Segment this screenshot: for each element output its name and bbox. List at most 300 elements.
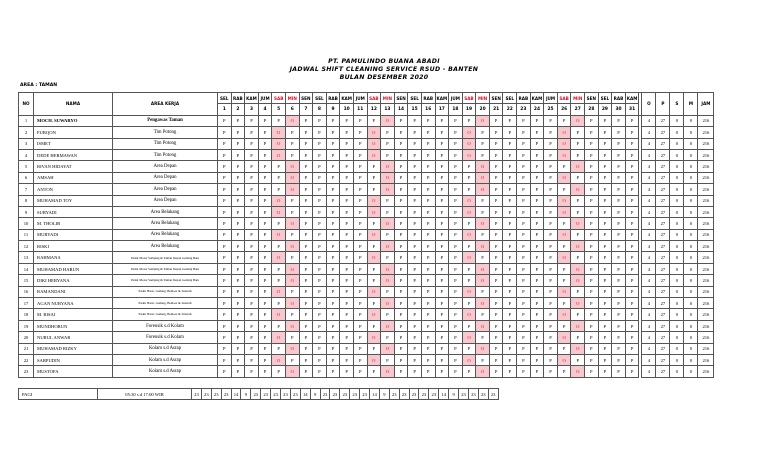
shift-cell-work: P [218,366,232,377]
shift-cell-work: P [245,138,259,149]
shift-cell-work: P [394,149,408,160]
shift-cell-work: P [612,229,626,240]
shift-cell-work: P [408,241,422,252]
shift-cell-work: P [612,309,626,320]
row-number: 2 [19,127,34,138]
shift-cell-work: P [218,127,232,138]
shift-cell-work: P [421,332,435,343]
summary-s: 0 [670,172,684,183]
shift-cell-work: P [258,332,272,343]
summary-p: 27 [656,286,670,297]
employee-name: RIVAN HIDAYAT [34,161,113,172]
shift-cell-work: P [517,263,531,274]
shift-cell-work: P [489,286,503,297]
shift-cell-work: P [421,366,435,377]
shift-cell-work: P [517,218,531,229]
shift-cell-work: P [530,286,544,297]
shift-cell-work: P [557,320,571,331]
shift-cell-work: P [517,320,531,331]
summary-p: 27 [656,275,670,286]
shift-cell-work: P [326,149,340,160]
day-of-week-header: SEN [489,93,503,104]
shift-cell-work: P [435,320,449,331]
shift-cell-work: P [585,332,599,343]
summary-o: 4 [642,127,656,138]
shift-cell-work: P [612,161,626,172]
shift-cell-work: P [299,354,313,365]
shift-cell-work: P [598,218,612,229]
shift-cell-work: P [462,366,476,377]
pagi-count: 23 [419,389,429,400]
table-row [19,206,714,217]
summary-o: 4 [642,332,656,343]
summary-s: 0 [670,218,684,229]
shift-cell-work: P [381,252,395,263]
pagi-count: 23 [192,389,202,400]
summary-p: 27 [656,343,670,354]
shift-cell-work: P [421,263,435,274]
shift-cell-work: P [421,354,435,365]
shift-cell-work: P [612,366,626,377]
summary-p: 27 [656,241,670,252]
shift-cell-work: P [299,229,313,240]
shift-cell-off: O [462,252,476,263]
employee-name: M. RISAI [34,309,113,320]
shift-cell-work: P [340,252,354,263]
shift-cell-work: P [258,309,272,320]
shift-cell-work: P [285,286,299,297]
shift-cell-work: P [231,138,245,149]
pagi-count: 23 [389,389,399,400]
shift-cell-work: P [340,286,354,297]
shift-cell-work: P [489,172,503,183]
shift-cell-work: P [625,206,639,217]
shift-cell-work: P [435,286,449,297]
shift-cell-work: P [530,172,544,183]
shift-cell-work: P [612,218,626,229]
shift-cell-work: P [612,343,626,354]
shift-cell-work: P [408,184,422,195]
shift-cell-work: P [381,229,395,240]
shift-cell-work: P [517,275,531,286]
shift-cell-work: P [625,241,639,252]
shift-cell-work: P [258,343,272,354]
shift-cell-work: P [612,286,626,297]
shift-cell-work: P [353,127,367,138]
table-row [19,275,714,286]
shift-cell-work: P [353,298,367,309]
col-header-nama: NAMA [34,93,113,116]
shift-cell-work: P [517,172,531,183]
shift-cell-work: P [489,229,503,240]
shift-cell-work: P [272,218,286,229]
shift-cell-work: P [598,127,612,138]
shift-cell-work: P [517,149,531,160]
summary-o: 4 [642,320,656,331]
pagi-count: 14 [231,389,241,400]
shift-cell-work: P [544,161,558,172]
shift-cell-work: P [530,354,544,365]
shift-cell-work: P [285,332,299,343]
summary-p: 27 [656,127,670,138]
shift-cell-work: P [585,343,599,354]
shift-cell-work: P [394,343,408,354]
shift-cell-off: O [381,366,395,377]
shift-cell-work: P [625,195,639,206]
shift-cell-work: P [285,138,299,149]
shift-cell-work: P [394,138,408,149]
table-row [19,241,714,252]
shift-cell-work: P [313,138,327,149]
shift-cell-work: P [218,184,232,195]
shift-cell-work: P [489,206,503,217]
shift-cell-off: O [571,366,585,377]
shift-cell-work: P [598,343,612,354]
shift-cell-work: P [557,275,571,286]
summary-jam: 216 [698,298,714,309]
date-header: 10 [340,104,354,115]
shift-cell-work: P [394,127,408,138]
shift-cell-work: P [449,263,463,274]
shift-cell-off: O [557,354,571,365]
shift-cell-work: P [231,366,245,377]
shift-cell-work: P [245,218,259,229]
shift-cell-work: P [517,229,531,240]
shift-cell-work: P [462,275,476,286]
shift-cell-work: P [421,343,435,354]
shift-cell-work: P [245,252,259,263]
shift-cell-off: O [381,172,395,183]
shift-cell-work: P [489,138,503,149]
shift-cell-work: P [598,195,612,206]
shift-cell-off: O [571,115,585,126]
day-of-week-header: KAM [530,93,544,104]
shift-cell-work: P [489,161,503,172]
shift-cell-work: P [272,298,286,309]
work-area: Parkir Barat, Gudang, Bemaor & Jenazah [113,309,218,320]
shift-cell-work: P [326,275,340,286]
shift-cell-work: P [449,366,463,377]
shift-cell-off: O [462,229,476,240]
shift-cell-work: P [544,184,558,195]
shift-cell-work: P [313,161,327,172]
pagi-count: 23 [468,389,478,400]
summary-o: 4 [642,298,656,309]
shift-cell-off: O [557,286,571,297]
shift-cell-work: P [489,184,503,195]
day-of-week-header: MIN [571,93,585,104]
shift-cell-work: P [517,354,531,365]
shift-cell-work: P [571,309,585,320]
shift-cell-work: P [598,309,612,320]
shift-cell-work: P [299,275,313,286]
shift-cell-work: P [585,172,599,183]
shift-cell-work: P [408,115,422,126]
date-header: 7 [299,104,313,115]
summary-p: 27 [656,332,670,343]
table-row [19,366,714,377]
summary-jam: 216 [698,275,714,286]
shift-cell-work: P [435,172,449,183]
summary-s: 0 [670,354,684,365]
shift-cell-work: P [544,320,558,331]
shift-cell-off: O [272,206,286,217]
summary-s: 0 [670,286,684,297]
shift-cell-work: P [353,263,367,274]
shift-cell-work: P [449,127,463,138]
shift-cell-work: P [218,275,232,286]
shift-cell-work: P [381,138,395,149]
shift-cell-work: P [340,172,354,183]
table-row [19,195,714,206]
shift-cell-work: P [585,263,599,274]
shift-cell-work: P [299,343,313,354]
shift-cell-work: P [612,138,626,149]
row-number: 4 [19,149,34,160]
summary-o: 4 [642,172,656,183]
shift-cell-work: P [408,343,422,354]
shift-cell-work: P [612,320,626,331]
row-number: 23 [19,366,34,377]
shift-cell-work: P [408,149,422,160]
shift-cell-off: O [571,161,585,172]
shift-cell-work: P [598,332,612,343]
summary-m: 0 [684,115,698,126]
shift-cell-off: O [571,241,585,252]
shift-cell-work: P [625,138,639,149]
shift-cell-work: P [449,115,463,126]
shift-cell-off: O [285,343,299,354]
table-row [19,218,714,229]
summary-p: 27 [656,229,670,240]
shift-cell-work: P [313,229,327,240]
shift-cell-work: P [313,366,327,377]
shift-cell-work: P [394,332,408,343]
employee-name: MUHAMAD RIZKY [34,343,113,354]
shift-cell-off: O [557,332,571,343]
shift-cell-work: P [353,320,367,331]
shift-cell-work: P [408,138,422,149]
shift-cell-work: P [340,229,354,240]
pagi-count: 23 [251,389,261,400]
shift-cell-work: P [476,229,490,240]
shift-cell-work: P [435,229,449,240]
shift-cell-work: P [367,218,381,229]
shift-cell-work: P [503,343,517,354]
shift-cell-work: P [258,161,272,172]
shift-cell-work: P [408,127,422,138]
day-of-week-header: MIN [285,93,299,104]
shift-cell-work: P [625,332,639,343]
shift-cell-work: P [245,206,259,217]
shift-cell-work: P [258,366,272,377]
shift-cell-work: P [421,252,435,263]
shift-cell-work: P [408,275,422,286]
summary-m: 0 [684,241,698,252]
employee-name: NURUL ANWAR [34,332,113,343]
shift-cell-work: P [421,229,435,240]
shift-cell-work: P [231,195,245,206]
shift-cell-work: P [245,115,259,126]
shift-cell-work: P [489,320,503,331]
shift-cell-work: P [435,252,449,263]
shift-cell-work: P [612,149,626,160]
shift-cell-off: O [367,286,381,297]
shift-cell-work: P [245,298,259,309]
shift-cell-work: P [340,161,354,172]
shift-cell-work: P [625,343,639,354]
shift-cell-work: P [449,218,463,229]
shift-cell-work: P [231,354,245,365]
shift-cell-work: P [340,195,354,206]
shift-cell-work: P [326,172,340,183]
summary-p: 27 [656,298,670,309]
shift-cell-off: O [367,252,381,263]
shift-cell-off: O [557,195,571,206]
shift-cell-work: P [218,149,232,160]
shift-cell-work: P [503,218,517,229]
shift-cell-work: P [299,195,313,206]
shift-cell-work: P [557,115,571,126]
shift-cell-work: P [421,241,435,252]
shift-cell-work: P [272,115,286,126]
work-area: Area Depan [113,161,218,172]
shift-cell-work: P [489,241,503,252]
shift-cell-work: P [612,298,626,309]
employee-name: MUHAMAD HARUN [34,263,113,274]
day-of-week-header: KAM [435,93,449,104]
shift-cell-work: P [503,184,517,195]
shift-cell-work: P [245,127,259,138]
shift-cell-work: P [353,184,367,195]
shift-cell-work: P [408,195,422,206]
shift-cell-work: P [394,161,408,172]
shift-cell-work: P [625,218,639,229]
shift-cell-work: P [449,149,463,160]
shift-cell-work: P [557,161,571,172]
shift-cell-off: O [476,298,490,309]
summary-p: 27 [656,206,670,217]
pagi-count: 23 [478,389,488,400]
shift-cell-work: P [503,320,517,331]
shift-cell-work: P [381,309,395,320]
shift-cell-work: P [313,206,327,217]
shift-cell-work: P [449,320,463,331]
shift-cell-work: P [421,172,435,183]
shift-cell-off: O [462,127,476,138]
shift-cell-work: P [231,149,245,160]
shift-cell-work: P [367,263,381,274]
shift-cell-off: O [285,263,299,274]
shift-cell-work: P [299,218,313,229]
shift-cell-work: P [353,195,367,206]
employee-name: DIKI HERYANA [34,275,113,286]
table-row [19,229,714,240]
shift-cell-off: O [381,275,395,286]
shift-cell-off: O [367,309,381,320]
row-number: 17 [19,298,34,309]
col-header-area-kerja: AREA KERJA [113,93,218,116]
work-area: Forensik s.d Kolam [113,320,218,331]
shift-cell-work: P [326,298,340,309]
shift-cell-off: O [462,332,476,343]
day-of-week-header: RAB [612,93,626,104]
shift-cell-work: P [340,366,354,377]
summary-s: 0 [670,184,684,195]
shift-cell-work: P [326,161,340,172]
shift-cell-work: P [625,115,639,126]
shift-cell-work: P [517,332,531,343]
shift-cell-work: P [313,343,327,354]
shift-cell-work: P [326,320,340,331]
shift-cell-work: P [503,252,517,263]
summary-o: 4 [642,138,656,149]
date-header: 9 [326,104,340,115]
shift-cell-work: P [530,263,544,274]
date-header: 21 [489,104,503,115]
shift-cell-work: P [571,252,585,263]
date-header: 17 [435,104,449,115]
shift-cell-work: P [598,184,612,195]
shift-cell-work: P [503,354,517,365]
shift-cell-work: P [245,241,259,252]
shift-cell-work: P [285,206,299,217]
shift-cell-work: P [612,263,626,274]
shift-cell-work: P [326,138,340,149]
shift-cell-off: O [476,241,490,252]
shift-cell-work: P [245,343,259,354]
shift-cell-work: P [571,286,585,297]
shift-cell-work: P [258,252,272,263]
shift-cell-work: P [353,115,367,126]
shift-cell-work: P [394,320,408,331]
date-header: 27 [571,104,585,115]
shift-cell-work: P [258,172,272,183]
shift-cell-work: P [557,343,571,354]
summary-jam: 216 [698,366,714,377]
shift-cell-off: O [462,195,476,206]
shift-cell-work: P [435,309,449,320]
shift-cell-off: O [571,343,585,354]
shift-cell-off: O [381,263,395,274]
shift-cell-work: P [367,172,381,183]
shift-cell-work: P [557,218,571,229]
shift-cell-work: P [218,309,232,320]
pagi-count: 23 [290,389,300,400]
date-header: 6 [285,104,299,115]
shift-cell-work: P [381,206,395,217]
shift-cell-off: O [272,286,286,297]
summary-m: 0 [684,138,698,149]
shift-cell-work: P [544,298,558,309]
shift-cell-work: P [231,252,245,263]
shift-cell-work: P [381,149,395,160]
shift-cell-work: P [231,286,245,297]
summary-p: 27 [656,366,670,377]
header-row-days [19,93,714,104]
work-area: Tim Potong [113,138,218,149]
shift-cell-work: P [394,309,408,320]
shift-cell-work: P [585,275,599,286]
shift-cell-work: P [353,229,367,240]
shift-cell-work: P [585,229,599,240]
shift-cell-work: P [353,309,367,320]
shift-cell-work: P [517,252,531,263]
summary-p: 27 [656,354,670,365]
employee-name: MUSTOFA [34,366,113,377]
employee-name: ANTON [34,184,113,195]
shift-cell-off: O [367,138,381,149]
